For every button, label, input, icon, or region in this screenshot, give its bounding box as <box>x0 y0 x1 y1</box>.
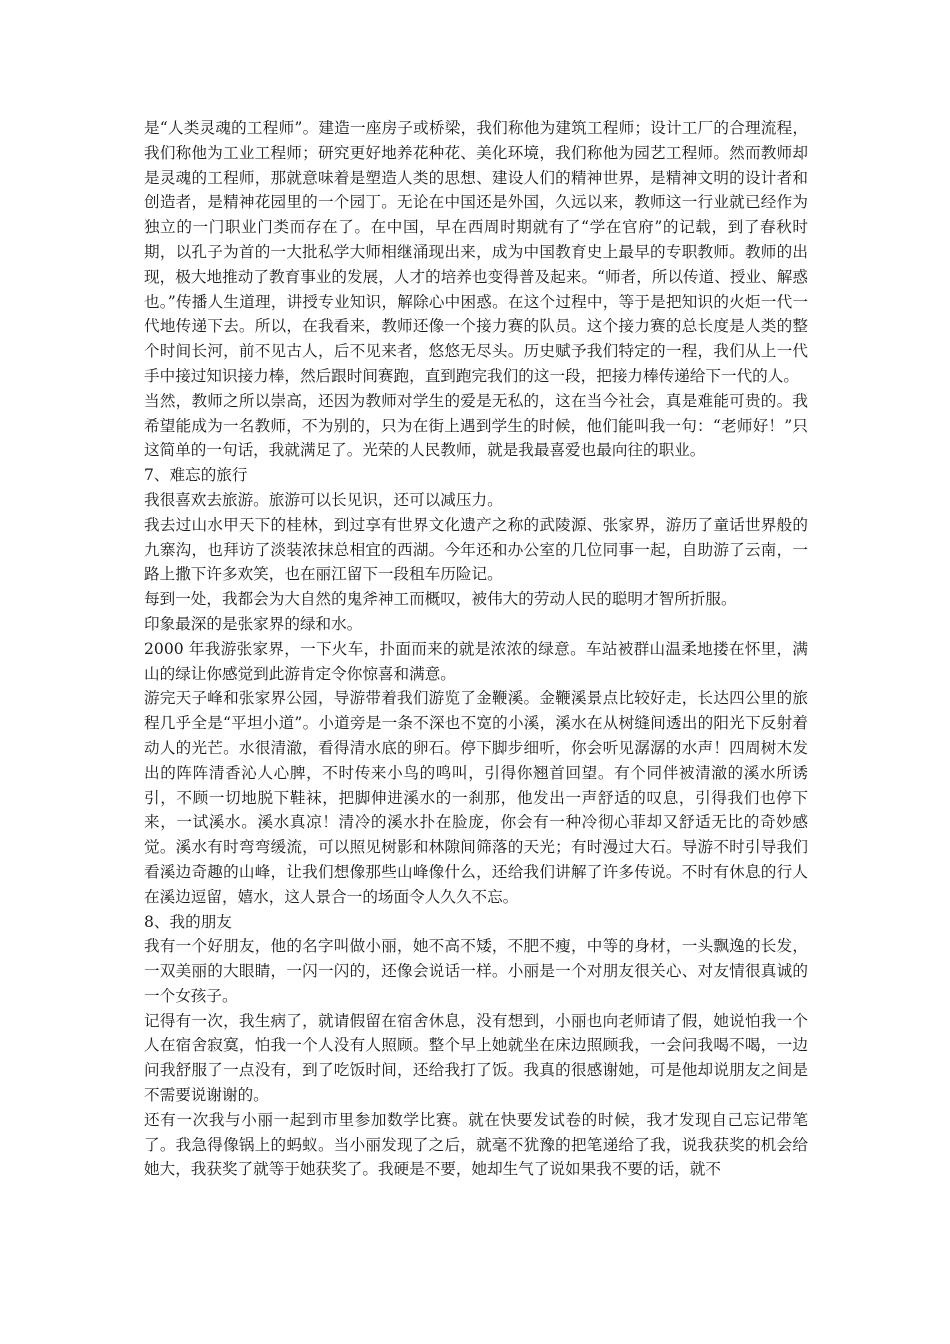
paragraph: 我有一个好朋友，他的名字叫做小丽，她不高不矮，不肥不瘦，中等的身材，一头飘逸的长发，一双美丽的大眼睛，一闪一闪的，还像会说话一样。小丽是一个对朋友很关心、对友情很真诚的一个女孩子。 <box>144 937 808 1005</box>
paragraph: 还有一次我与小丽一起到市里参加数学比赛。就在快要发试卷的时候，我才发现自己忘记带笔了。我急得像锅上的蚂蚁。当小丽发现了之后，就毫不犹豫的把笔递给了我，说我获奖的机会给她大，我获奖了就等于她获奖了。我硬是不要，她却生气了说如果我不要的话，就不 <box>144 1110 808 1179</box>
paragraph: 印象最深的是张家界的绿和水。 <box>144 614 363 633</box>
paragraph: 我很喜欢去旅游。旅游可以长见识，还可以减压力。 <box>144 490 503 509</box>
paragraph: 是“人类灵魂的工程师”。建造一座房子或桥梁，我们称他为建筑工程师；设计工厂的合理流程，我们称他为工业工程师；研究更好地养花种花、美化环境，我们称他为园艺工程师。然而教师却是灵魂的工程师，那就意味着是塑造人类的思想、建设人们的精神世界，是精神文明的设计者和创造者，是精神花园里的一个园丁。无论在中国还是外国，久远以来，教师这一行业就已经作为独立的一门职业门类而存在了。在中国，早在西周时期就有了“学在官府”的记载，到了春秋时期，以孔子为首的一大批私学大师相继涌现出来，成为中国教育史上最早的专职教师。教师的出现，极大地推动了教育事业的发展，人才的培养也变得普及起来。“师者，所以传道、授业、解惑也。”传播人生道理，讲授专业知识，解除心中困惑。在这个过程中，等于是把知识的火炬一代一代地传递下去。所以，在我看来，教师还像一个接力赛的队员。这个接力赛的总长度是人类的整个时间长河，前不见古人，后不见来者，悠悠无尽头。历史赋予我们特定的一程，我们从上一代手中接过知识接力棒，然后跟时间赛跑，直到跑完我们的这一段，把接力棒传递给下一代的人。 <box>144 119 808 385</box>
paragraph: 每到一处，我都会为大自然的鬼斧神工而概叹，被伟大的劳动人民的聪明才智所折服。 <box>144 590 737 609</box>
document-page <box>144 116 808 1182</box>
section-heading: 8、我的朋友 <box>144 912 232 931</box>
paragraph: 记得有一次，我生病了，就请假留在宿舍休息，没有想到，小丽也向老师请了假，她说怕我一个人在宿舍寂寞，怕我一个人没有人照顾。整个早上她就坐在床边照顾我，一会问我喝不喝，一边问我舒服了一点没有，到了吃饭时间，还给我打了饭。我真的很感谢她，可是他却说朋友之间是不需要说谢谢的。 <box>144 1011 808 1105</box>
paragraph: 当然，教师之所以崇高，还因为教师对学生的爱是无私的，这在当今社会，真是难能可贵的。我希望能成为一名教师，不为别的，只为在街上遇到学生的时候，他们能叫我一句：“老师好！”只这简单的一句话，我就满足了。光荣的人民教师，就是我最喜爱也最向往的职业。 <box>144 391 808 460</box>
paragraph: 我去过山水甲天下的桂林，到过享有世界文化遗产之称的武陵源、张家界，游历了童话世界般的九寨沟，也拜访了淡装浓抹总相宜的西湖。今年还和办公室的几位同事一起，自助游了云南，一路上撒下许多欢笑，也在丽江留下一段租车历险记。 <box>144 515 808 584</box>
paragraph: 游完天子峰和张家界公园，导游带着我们游览了金鞭溪。金鞭溪景点比较好走，长达四公里的旅程几乎全是“平坦小道”。小道旁是一条不深也不宽的小溪，溪水在从树缝间透出的阳光下反射着动人的光芒。水很清澈，看得清水底的卵石。停下脚步细听，你会听见潺潺的水声！四周树木发出的阵阵清香沁人心脾，不时传来小鸟的鸣叫，引得你翘首回望。有个同伴被清澈的溪水所诱引，不顾一切地脱下鞋袜，把脚伸进溪水的一刹那，他发出一声舒适的叹息，引得我们也停下来，一试溪水。溪水真凉！清冷的溪水扑在脸庞，你会有一种冷彻心菲却又舒适无比的奇妙感觉。溪水有时弯弯缓流，可以照见树影和林隙间筛落的天光；有时漫过大石。导游不时引导我们看溪边奇趣的山峰，让我们想像那些山峰像什么，还给我们讲解了许多传说。不时有休息的行人在溪边逗留，嬉水，这人景合一的场面令人久久不忘。 <box>144 689 808 906</box>
section-heading: 7、难忘的旅行 <box>144 466 248 485</box>
paragraph: 2000 年我游张家界，一下火车，扑面而来的就是浓浓的绿意。车站被群山温柔地搂在怀里，满山的绿让你感觉到此游肯定令你惊喜和满意。 <box>144 639 808 683</box>
